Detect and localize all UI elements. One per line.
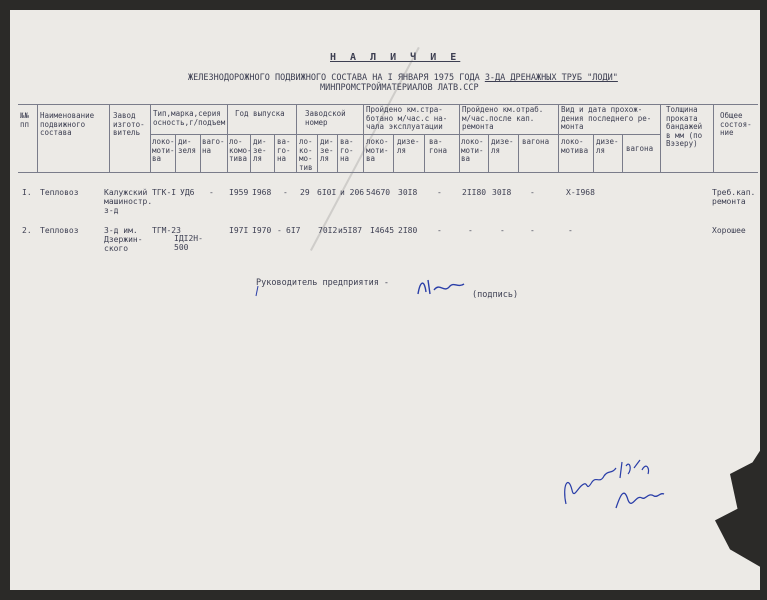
header-year-diesel: ди- зе- ля	[253, 137, 267, 163]
row1-condition: Треб.кап. ремонта	[712, 188, 756, 206]
head-of-enterprise-label: Руководитель предприятия -	[256, 278, 390, 288]
col-divider	[337, 134, 338, 172]
col-divider	[363, 104, 364, 172]
row2-factory-wagon: и5I87	[338, 226, 363, 235]
col-divider	[459, 104, 460, 172]
header-run-since-diesel: дизе- ля	[397, 137, 420, 155]
col-divider	[109, 104, 110, 172]
row2-type-diesel: IДI2Н- 500	[174, 234, 203, 252]
header-year-wagon: ва- го- на	[277, 137, 291, 163]
header-last-repair-wagon: вагона	[626, 144, 654, 153]
col-divider	[660, 104, 661, 172]
header-band: Толщина проката бандажей в мм (по Вэзеру)	[666, 105, 703, 148]
row2-run-repair-diesel: -	[500, 226, 505, 235]
header-run-repair-loco: локо- моти- ва	[461, 137, 484, 163]
row2-maker: З-д им. Дзержин- ского	[104, 226, 143, 253]
subtitle-text: ЖЕЛЕЗНОДОРОЖНОГО ПОДВИЖНОГО СОСТАВА НА I ЯНВАРЯ 1975 ГОДА	[188, 73, 485, 83]
document-title: Н А Л И Ч И Е	[330, 52, 461, 63]
row1-factory-loco: 29	[300, 188, 310, 197]
col-divider	[317, 134, 318, 172]
row1-type-wagon: -	[209, 188, 214, 197]
col-divider	[175, 134, 176, 172]
row1-name: Тепловоз	[40, 188, 79, 197]
row2-run-repair-wagon: -	[530, 226, 535, 235]
row1-run-since-wagon: -	[437, 188, 442, 197]
row1-type-diesel: УД6	[180, 188, 195, 197]
col-divider	[713, 104, 714, 172]
row1-year-loco: I959	[229, 188, 249, 197]
header-maker: Завод изгото- витель	[113, 111, 145, 137]
col-divider	[558, 104, 559, 172]
header-run-since-loco: локо- моти- ва	[366, 137, 389, 163]
signature-caption: (подпись)	[472, 290, 519, 300]
col-divider	[200, 134, 201, 172]
col-divider	[37, 104, 38, 172]
row2-run-since-loco: I4645	[370, 226, 395, 235]
col-divider	[593, 134, 594, 172]
header-last-repair: Вид и дата прохож- дения последнего ре- монта	[561, 105, 652, 131]
header-num: №№ пп	[20, 111, 30, 129]
plant-name: З-ДА ДРЕНАЖНЫХ ТРУБ "ЛОДИ"	[484, 73, 618, 83]
row2-last-repair: -	[568, 226, 573, 235]
row2-condition: Хорошее	[712, 226, 746, 235]
header-factory-wagon: ва- го- на	[340, 137, 354, 163]
header-run-since-wagon: ва- гона	[429, 137, 448, 155]
header-last-repair-diesel: дизе- ля	[596, 137, 619, 155]
col-divider	[393, 134, 394, 172]
row1-last-repair: X-I968	[566, 188, 595, 197]
row1-num: I.	[22, 188, 32, 197]
row1-run-since-loco: 54670	[366, 188, 391, 197]
row2-name: Тепловоз	[40, 226, 79, 235]
row2-year-loco: I97I	[229, 226, 249, 235]
row2-type-loco: ТГМ-23	[152, 226, 181, 235]
row1-factory-diesel: 6I0I	[317, 188, 337, 197]
header-run-since: Пройдено км.стра- ботано м/час.с на- чала эксплуатации	[366, 105, 448, 131]
header-run-repair: Пройдено км.отраб. м/час.после кап. ремонта	[462, 105, 544, 131]
row2-num: 2.	[22, 226, 32, 235]
row2-factory-diesel: 70I2	[318, 226, 338, 235]
row1-type-loco: ТГК-I	[152, 188, 177, 197]
header-year-loco: ло- комо- тива	[229, 137, 252, 163]
row2-run-repair-loco: -	[468, 226, 473, 235]
header-condition: Общее состоя- ние	[720, 111, 752, 137]
row1-factory-wagon: и 206	[340, 188, 365, 197]
header-run-repair-diesel: дизе- ля	[491, 137, 514, 155]
col-divider	[424, 134, 425, 172]
row2-year-diesel: I970	[252, 226, 272, 235]
header-factory-loco: ло- ко- мо- тив	[299, 137, 313, 172]
header-type-loco: локо- моти- ва	[152, 137, 175, 163]
pen-mark	[252, 284, 262, 298]
header-name: Наименование подвижного состава	[40, 111, 95, 137]
handwritten-signature	[410, 272, 470, 302]
header-type: Тип,марка,серия осность,г/подъем	[153, 109, 226, 127]
col-divider	[274, 134, 275, 172]
header-run-repair-wagon: вагона	[522, 137, 550, 146]
ministry-name: МИНПРОМСТРОЙМАТЕРИАЛОВ ЛАТВ.ССР	[320, 83, 479, 93]
header-type-wagon: ваго- на	[202, 137, 225, 155]
row1-run-repair-diesel: 30I8	[492, 188, 512, 197]
col-divider	[227, 104, 228, 172]
header-type-diesel: ди- зеля	[178, 137, 197, 155]
row1-run-repair-loco: 2II80	[462, 188, 487, 197]
col-divider	[488, 134, 489, 172]
header-year: Год выпуска	[235, 109, 285, 118]
row1-maker: Калужский машиностр. з-д	[104, 188, 153, 215]
handwritten-annotation	[558, 456, 668, 516]
header-factory-diesel: ди- зе- ля	[320, 137, 334, 163]
row2-factory-loco: 6I7	[286, 226, 301, 235]
row1-run-repair-wagon: -	[530, 188, 535, 197]
header-last-repair-loco: локо- мотива	[561, 137, 589, 155]
col-divider	[622, 134, 623, 172]
row2-run-since-diesel: 2I80	[398, 226, 418, 235]
row1-year-diesel: I968	[252, 188, 272, 197]
row1-run-since-diesel: 30I8	[398, 188, 418, 197]
col-divider	[150, 104, 151, 172]
header-bottom-line	[18, 172, 758, 173]
col-divider	[518, 134, 519, 172]
col-divider	[296, 104, 297, 172]
header-factory: Заводской номер	[305, 109, 346, 127]
row2-run-since-wagon: -	[437, 226, 442, 235]
row1-year-wagon: -	[283, 188, 288, 197]
document-subtitle	[188, 73, 618, 83]
row2-year-wagon: -	[277, 226, 282, 235]
